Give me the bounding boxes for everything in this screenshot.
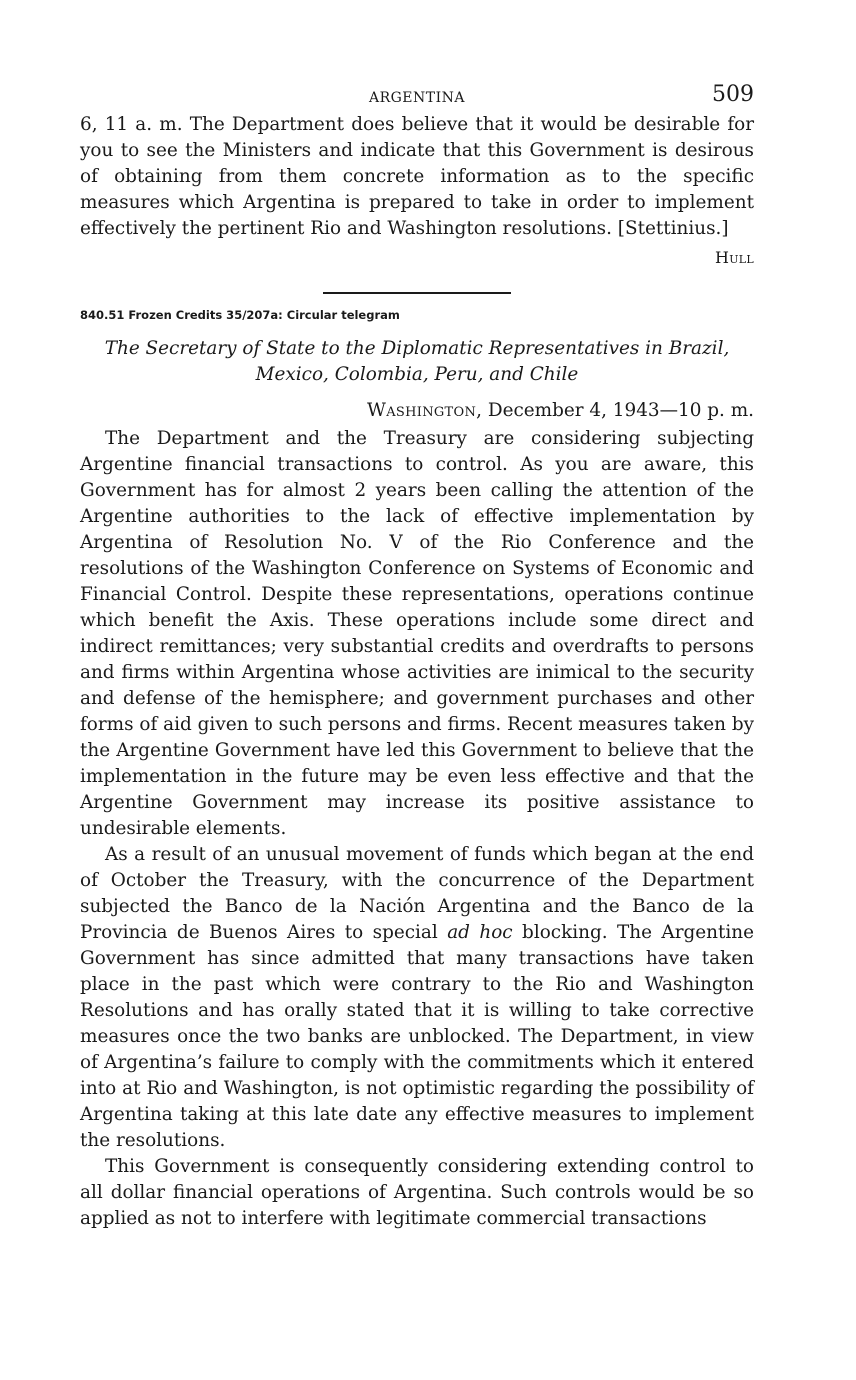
file-reference: 840.51 Frozen Credits 35/207a: Circular telegram [80,308,400,322]
document-title-line-2: Mexico, Colombia, Peru, and Chile [255,364,579,385]
body-paragraph-2-part-2: blocking. The Argentine Government has since admitted that many transactions have taken place in the past which were contrary to the Rio and Washington Resolutions and has orally stated that it is willing to take corrective measures once the two banks are unblocked. The Department, in view of Argentina’s failure to comply with the commitments which it entered into at Rio and Washington, is not optimistic regarding the possibility of Argentina taking at this late date any effective measures to implement the resolutions. [80,922,754,1151]
body-paragraph-2-italic: ad hoc [447,922,513,943]
signature [80,246,754,270]
running-head [80,82,754,112]
body-paragraph-3: This Government is consequently considering extending control to all dollar financial operations of Argentina. Such controls would be so applied as not to interfere with legitimate commercial transactions [80,1156,754,1229]
dateline-place: Washington [367,400,477,421]
section-divider [323,292,511,294]
document-title-line-1: The Secretary of State to the Diplomatic Representatives in Brazil, [104,338,730,359]
dateline [80,398,754,424]
page-number: 509 [712,82,754,107]
document-page [80,82,754,1232]
running-title: ARGENTINA [368,90,466,106]
body-paragraph-2-part-1: As a result of an unusual movement of funds which began at the end of October the Treasury, with the concurrence of the Department subjected the Banco de la Nación Argentina and the Banco de la Provincia de Buenos Aires to special [80,844,754,943]
body-paragraph-2 [80,842,754,1154]
continuation-paragraph: 6, 11 a. m. The Department does believe that it would be desirable for you to see the Ministers and indicate that this Government is desirous of obtaining from them concrete information as to the specific measures which Argentina is prepared to take in order to implement effectively the pertinent Rio and Washington resolutions. [Stettinius.] [80,114,754,239]
signature-name: Hull [714,248,754,267]
dateline-date: , December 4, 1943—10 p. m. [476,400,754,421]
document-title [80,336,754,388]
body-paragraph-1: The Department and the Treasury are considering subjecting Argentine financial transactions to control. As you are aware, this Government has for almost 2 years been calling the attention of the Argentine authorities to the lack of effective implementation by Argentina of Resolution No. V of the Rio Conference and the resolutions of the Washington Conference on Systems of Economic and Financial Control. Despite these representations, operations continue which benefit the Axis. These operations include some direct and indirect remittances; very substantial credits and overdrafts to persons and firms within Argentina whose activities are inimical to the security and defense of the hemisphere; and government purchases and other forms of aid given to such persons and firms. Recent measures taken by the Argentine Government have led this Government to believe that the implementation in the future may be even less effective and that the Argentine Government may increase its positive assistance to undesirable elements. [80,428,754,839]
